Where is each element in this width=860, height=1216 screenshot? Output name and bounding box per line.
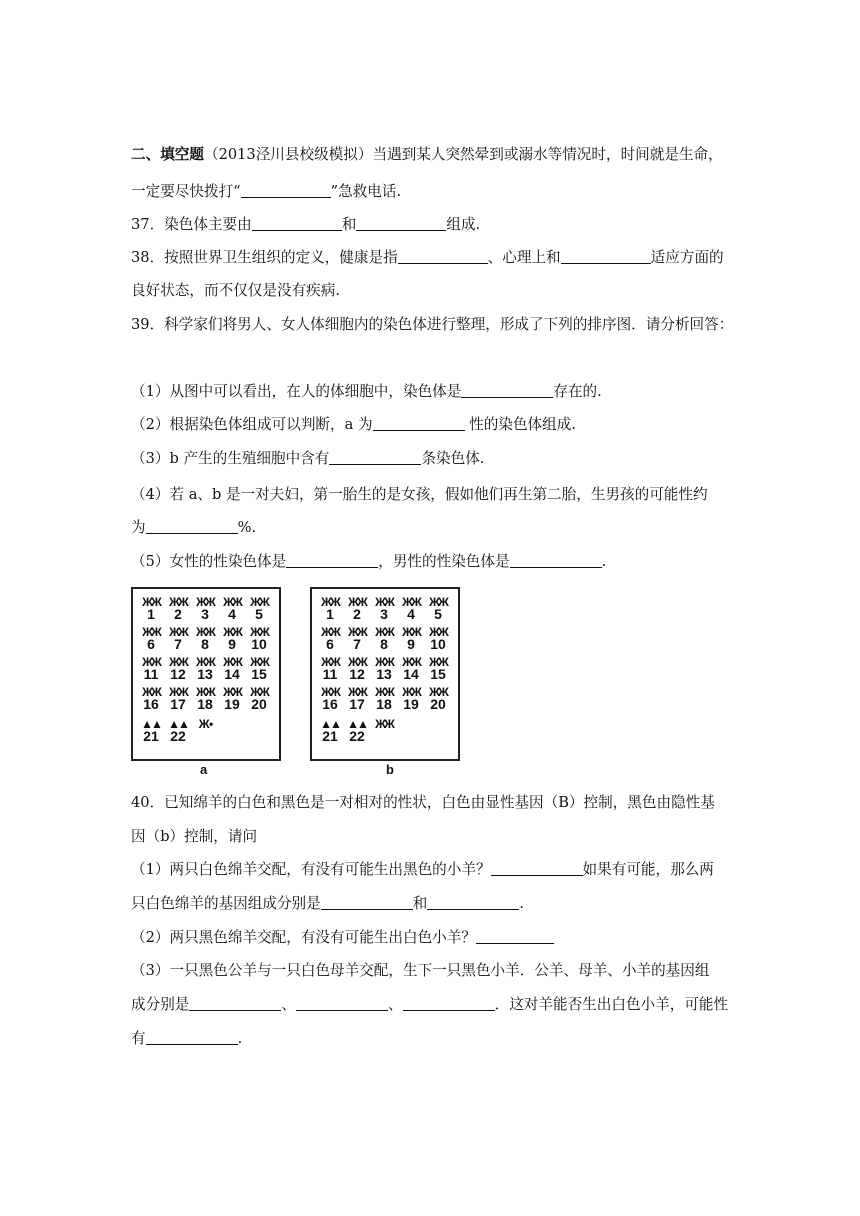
q38-line2: 良好状态，而不仅仅是没有疾病. bbox=[131, 282, 340, 299]
chromosome-pair-5 bbox=[424, 597, 452, 621]
chromosome-number: 17 bbox=[349, 696, 365, 712]
chromosome-number: 1 bbox=[326, 606, 334, 622]
chromosome-number: 3 bbox=[380, 606, 388, 622]
chromosome-number: 7 bbox=[174, 636, 182, 652]
chromosome-number: 13 bbox=[376, 666, 392, 682]
answer-blank bbox=[286, 553, 378, 568]
chromosome-number: 20 bbox=[430, 696, 446, 712]
chromosome-number: 12 bbox=[349, 666, 365, 682]
sex-chromosomes-b bbox=[370, 719, 398, 729]
answer-blank bbox=[403, 996, 495, 1011]
q40-stem-line1: 40．已知绵羊的白色和黑色是一对相对的性状，白色由显性基因（B）控制，黑色由隐性基 bbox=[131, 794, 715, 811]
chromosome-glyph: ЖЖ bbox=[223, 685, 241, 699]
answer-blank bbox=[427, 895, 519, 910]
chromosome-number: 5 bbox=[255, 606, 263, 622]
chromosome-number: 18 bbox=[197, 696, 213, 712]
chromosome-number: 22 bbox=[349, 728, 365, 744]
chromosome-pair-21 bbox=[137, 719, 165, 743]
chromosome-pair-4 bbox=[397, 597, 425, 621]
sex-chromosomes-a bbox=[191, 719, 219, 729]
chromosome-pair-8 bbox=[191, 627, 219, 651]
chromosome-number: 21 bbox=[322, 728, 338, 744]
chromosome-number: 10 bbox=[430, 636, 446, 652]
q39-part4-line1: （4）若 a、b 是一对夫妇，第一胎生的是女孩，假如他们再生第二胎，生男孩的可能性约 bbox=[131, 486, 708, 503]
chromosome-pair-13 bbox=[191, 657, 219, 681]
sex-chromosome-glyph: ЖЖ bbox=[375, 717, 393, 731]
chromosome-glyph: ЖЖ bbox=[348, 685, 366, 699]
chromosome-glyph: ЖЖ bbox=[375, 625, 393, 639]
chromosome-pair-2 bbox=[164, 597, 192, 621]
chromosome-pair-22 bbox=[164, 719, 192, 743]
chromosome-glyph: ЖЖ bbox=[321, 595, 339, 609]
chromosome-pair-12 bbox=[164, 657, 192, 681]
chromosome-glyph: ЖЖ bbox=[375, 655, 393, 669]
chromosome-pair-6 bbox=[137, 627, 165, 651]
chromosome-number: 4 bbox=[228, 606, 236, 622]
chromosome-number: 21 bbox=[143, 728, 159, 744]
chromosome-number: 2 bbox=[353, 606, 361, 622]
answer-blank bbox=[329, 450, 421, 465]
chromosome-glyph: ЖЖ bbox=[348, 625, 366, 639]
chromosome-glyph: ЖЖ bbox=[250, 685, 268, 699]
chromosome-pair-1 bbox=[316, 597, 344, 621]
q36-line2: 一定要尽快拨打“ ”急救电话. bbox=[131, 183, 402, 200]
chromosome-number: 3 bbox=[201, 606, 209, 622]
answer-blank bbox=[296, 996, 388, 1011]
chromosome-pair-3 bbox=[370, 597, 398, 621]
sex-chromosome-glyph: Ж • bbox=[198, 717, 212, 731]
karyotype-a bbox=[131, 587, 281, 761]
chromosome-glyph: ЖЖ bbox=[169, 625, 187, 639]
answer-blank bbox=[241, 183, 331, 198]
chromosome-glyph: ЖЖ bbox=[402, 625, 420, 639]
chromosome-number: 7 bbox=[353, 636, 361, 652]
chromosome-number: 13 bbox=[197, 666, 213, 682]
chromosome-glyph: ▲▲ bbox=[141, 717, 161, 731]
chromosome-number: 12 bbox=[170, 666, 186, 682]
chromosome-number: 2 bbox=[174, 606, 182, 622]
answer-blank bbox=[189, 996, 281, 1011]
chromosome-number: 19 bbox=[224, 696, 240, 712]
chromosome-glyph: ▲▲ bbox=[347, 717, 367, 731]
chromosome-glyph: ЖЖ bbox=[375, 685, 393, 699]
chromosome-glyph: ЖЖ bbox=[321, 655, 339, 669]
chromosome-glyph: ЖЖ bbox=[375, 595, 393, 609]
chromosome-glyph: ЖЖ bbox=[250, 655, 268, 669]
chromosome-number: 11 bbox=[143, 666, 159, 682]
chromosome-pair-8 bbox=[370, 627, 398, 651]
answer-blank bbox=[321, 895, 413, 910]
chromosome-pair-18 bbox=[191, 687, 219, 711]
chromosome-number: 5 bbox=[434, 606, 442, 622]
chromosome-glyph: ЖЖ bbox=[169, 655, 187, 669]
q40-part2: （2）两只黑色绵羊交配，有没有可能生出白色小羊？ bbox=[131, 929, 554, 947]
chromosome-pair-16 bbox=[316, 687, 344, 711]
chromosome-number: 9 bbox=[228, 636, 236, 652]
chromosome-glyph: ЖЖ bbox=[429, 595, 447, 609]
answer-blank bbox=[356, 216, 446, 231]
chromosome-pair-13 bbox=[370, 657, 398, 681]
q40-part1-line2: 只白色绵羊的基因组成分别是 和 . bbox=[131, 895, 524, 912]
chromosome-glyph: ЖЖ bbox=[348, 595, 366, 609]
chromosome-pair-17 bbox=[343, 687, 371, 711]
chromosome-glyph: ЖЖ bbox=[196, 685, 214, 699]
chromosome-number: 9 bbox=[407, 636, 415, 652]
karyotype-b bbox=[310, 587, 460, 761]
q40-part3-line2: 成分别是 、 、 ．这对羊能否生出白色小羊，可能性 bbox=[131, 996, 729, 1013]
chromosome-pair-11 bbox=[137, 657, 165, 681]
q39-part5: （5）女性的性染色体是 ，男性的性染色体是 . bbox=[131, 553, 607, 570]
answer-blank bbox=[398, 249, 488, 264]
chromosome-pair-22 bbox=[343, 719, 371, 743]
chromosome-glyph: ЖЖ bbox=[348, 655, 366, 669]
chromosome-glyph: ЖЖ bbox=[429, 625, 447, 639]
chromosome-pair-15 bbox=[424, 657, 452, 681]
chromosome-number: 20 bbox=[251, 696, 267, 712]
chromosome-glyph: ЖЖ bbox=[196, 625, 214, 639]
chromosome-number: 10 bbox=[251, 636, 267, 652]
chromosome-glyph: ЖЖ bbox=[223, 655, 241, 669]
chromosome-pair-16 bbox=[137, 687, 165, 711]
chromosome-number: 1 bbox=[147, 606, 155, 622]
chromosome-pair-20 bbox=[424, 687, 452, 711]
chromosome-pair-2 bbox=[343, 597, 371, 621]
chromosome-number: 4 bbox=[407, 606, 415, 622]
chromosome-pair-14 bbox=[218, 657, 246, 681]
answer-blank bbox=[491, 861, 583, 876]
chromosome-glyph: ЖЖ bbox=[402, 595, 420, 609]
answer-blank bbox=[476, 929, 554, 944]
chromosome-pair-9 bbox=[218, 627, 246, 651]
chromosome-pair-14 bbox=[397, 657, 425, 681]
chromosome-glyph: ЖЖ bbox=[429, 655, 447, 669]
figure-caption-a: a bbox=[200, 762, 208, 777]
chromosome-pair-21 bbox=[316, 719, 344, 743]
chromosome-number: 8 bbox=[380, 636, 388, 652]
chromosome-glyph: ЖЖ bbox=[250, 595, 268, 609]
q40-part1-line1: （1）两只白色绵羊交配，有没有可能生出黑色的小羊？ 如果有可能，那么两 bbox=[131, 861, 714, 878]
chromosome-glyph: ЖЖ bbox=[321, 685, 339, 699]
chromosome-pair-1 bbox=[137, 597, 165, 621]
q40-stem-line2: 因（b）控制，请问 bbox=[131, 828, 258, 845]
chromosome-glyph: ЖЖ bbox=[321, 625, 339, 639]
figure-caption-b: b bbox=[386, 762, 394, 777]
q40-part3-line1: （3）一只黑色公羊与一只白色母羊交配，生下一只黑色小羊．公羊、母羊、小羊的基因组 bbox=[131, 962, 710, 979]
q39-part2: （2）根据染色体组成可以判断，a 为 性的染色体组成. bbox=[131, 416, 576, 433]
chromosome-number: 14 bbox=[403, 666, 419, 682]
section-heading: 二、填空题 bbox=[131, 146, 204, 163]
q37: 37．染色体主要由 和 组成. bbox=[131, 216, 481, 233]
q39-stem: 39．科学家们将男人、女人体细胞内的染色体进行整理，形成了下列的排序图．请分析回答： bbox=[131, 316, 734, 333]
chromosome-glyph: ЖЖ bbox=[402, 655, 420, 669]
q39-part3: （3）b 产生的生殖细胞中含有 条染色体. bbox=[131, 450, 485, 467]
chromosome-pair-18 bbox=[370, 687, 398, 711]
chromosome-glyph: ЖЖ bbox=[223, 625, 241, 639]
chromosome-glyph: ЖЖ bbox=[169, 685, 187, 699]
answer-blank bbox=[252, 216, 342, 231]
chromosome-glyph: ЖЖ bbox=[142, 625, 160, 639]
chromosome-glyph: ЖЖ bbox=[142, 655, 160, 669]
chromosome-glyph: ЖЖ bbox=[142, 595, 160, 609]
chromosome-number: 6 bbox=[147, 636, 155, 652]
chromosome-number: 16 bbox=[322, 696, 338, 712]
q36-text: （2013泾川县校级模拟）当遇到某人突然晕到或溺水等情况时，时间就是生命， bbox=[203, 146, 723, 163]
answer-blank bbox=[461, 383, 553, 398]
answer-blank bbox=[373, 416, 465, 431]
chromosome-glyph: ▲▲ bbox=[320, 717, 340, 731]
q36-line1 bbox=[131, 146, 723, 164]
q39-part4-line2: 为 %. bbox=[131, 519, 257, 536]
chromosome-number: 22 bbox=[170, 728, 186, 744]
chromosome-glyph: ЖЖ bbox=[196, 595, 214, 609]
chromosome-glyph: ЖЖ bbox=[223, 595, 241, 609]
chromosome-number: 6 bbox=[326, 636, 334, 652]
chromosome-number: 19 bbox=[403, 696, 419, 712]
chromosome-number: 15 bbox=[430, 666, 446, 682]
chromosome-pair-4 bbox=[218, 597, 246, 621]
chromosome-pair-7 bbox=[343, 627, 371, 651]
answer-blank bbox=[146, 1030, 238, 1045]
chromosome-pair-20 bbox=[245, 687, 273, 711]
chromosome-glyph: ЖЖ bbox=[402, 685, 420, 699]
chromosome-number: 14 bbox=[224, 666, 240, 682]
chromosome-pair-19 bbox=[397, 687, 425, 711]
chromosome-pair-10 bbox=[424, 627, 452, 651]
chromosome-pair-17 bbox=[164, 687, 192, 711]
chromosome-number: 11 bbox=[322, 666, 338, 682]
chromosome-pair-10 bbox=[245, 627, 273, 651]
chromosome-pair-7 bbox=[164, 627, 192, 651]
chromosome-glyph: ЖЖ bbox=[169, 595, 187, 609]
chromosome-pair-15 bbox=[245, 657, 273, 681]
chromosome-glyph: ЖЖ bbox=[196, 655, 214, 669]
q40-part3-line3: 有 . bbox=[131, 1030, 243, 1047]
chromosome-glyph: ▲▲ bbox=[168, 717, 188, 731]
chromosome-number: 15 bbox=[251, 666, 267, 682]
chromosome-pair-12 bbox=[343, 657, 371, 681]
chromosome-pair-6 bbox=[316, 627, 344, 651]
chromosome-pair-19 bbox=[218, 687, 246, 711]
chromosome-pair-9 bbox=[397, 627, 425, 651]
chromosome-glyph: ЖЖ bbox=[429, 685, 447, 699]
chromosome-pair-3 bbox=[191, 597, 219, 621]
answer-blank bbox=[561, 249, 651, 264]
q39-part1: （1）从图中可以看出，在人的体细胞中，染色体是 存在的. bbox=[131, 383, 602, 400]
chromosome-pair-11 bbox=[316, 657, 344, 681]
chromosome-glyph: ЖЖ bbox=[142, 685, 160, 699]
answer-blank bbox=[510, 553, 602, 568]
q38-line1: 38．按照世界卫生组织的定义，健康是指 、心理上和 适应方面的 bbox=[131, 249, 724, 266]
chromosome-number: 16 bbox=[143, 696, 159, 712]
chromosome-number: 17 bbox=[170, 696, 186, 712]
chromosome-pair-5 bbox=[245, 597, 273, 621]
chromosome-glyph: ЖЖ bbox=[250, 625, 268, 639]
answer-blank bbox=[146, 519, 238, 534]
chromosome-number: 8 bbox=[201, 636, 209, 652]
chromosome-number: 18 bbox=[376, 696, 392, 712]
